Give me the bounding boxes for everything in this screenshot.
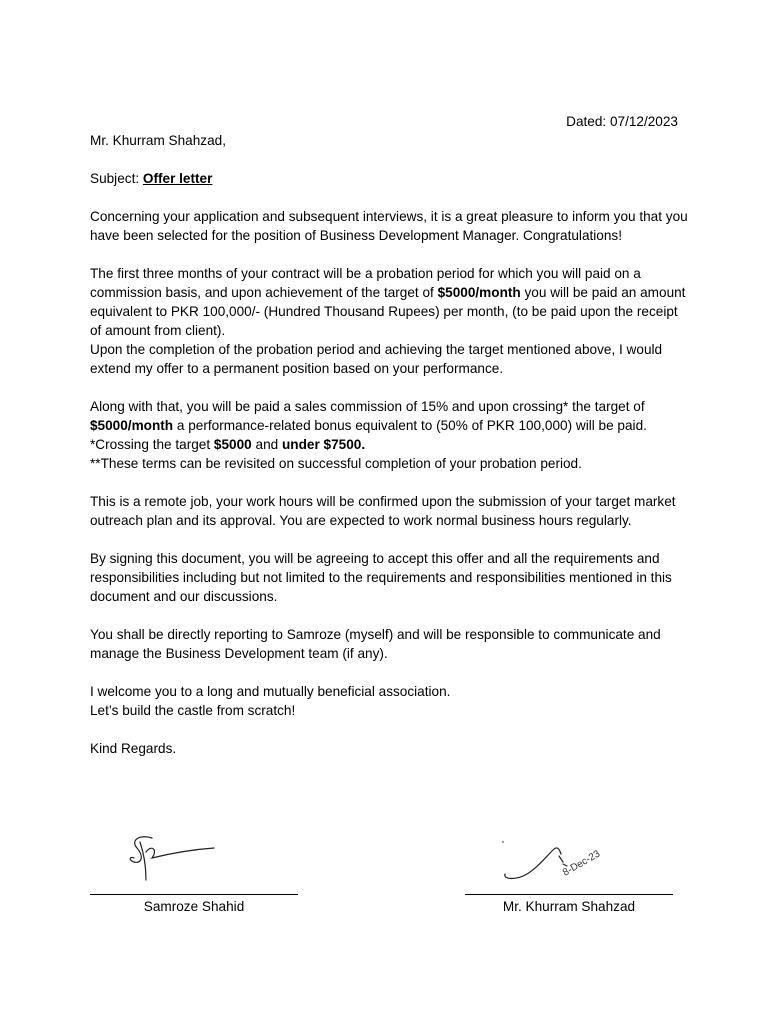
commission-text-a: Along with that, you will be paid a sales commission of 15% and upon crossing* the target of <box>90 399 645 414</box>
probation-target: $5000/month <box>437 285 521 300</box>
commission-target: $5000/month <box>90 418 174 433</box>
signature-image-right <box>465 828 673 894</box>
welcome-line: I welcome you to a long and mutually beneficial association. <box>90 684 451 699</box>
paragraph-intro: Concerning your application and subsequent interviews, it is a great pleasure to inform you that you have been selected for the position of Business Development Manager. Congratulations! <box>90 209 688 243</box>
paragraph-probation <box>90 264 690 340</box>
signatory-name-left: Samroze Shahid <box>143 899 245 914</box>
castle-line: Let’s build the castle from scratch! <box>90 703 296 718</box>
letter-date: Dated: 07/12/2023 <box>566 114 678 129</box>
crossing-text: *Crossing the target <box>90 437 211 452</box>
crossing-and: and <box>255 437 279 452</box>
paragraph-signing: By signing this document, you will be agreeing to accept this offer and all the requirements and responsibilities including but not limited to the requirements and responsibilities mentioned in this document and our discussions. <box>90 551 672 604</box>
paragraph-commission <box>90 397 690 435</box>
crossing-note <box>90 435 690 454</box>
signature-image-left <box>90 828 298 894</box>
commission-text-c: a performance-related bonus equivalent to (50% of PKR 100,000) will be paid. <box>176 418 647 433</box>
signature-line-right <box>465 894 673 895</box>
paragraph-reporting: You shall be directly reporting to Samroze (myself) and will be responsible to communicate and manage the Business Development team (if any). <box>90 627 661 661</box>
probation-text-a: The first three months of your contract will be a probation period for which you will paid on a commission basis, and upon achievement of the target of <box>90 266 641 300</box>
probation-text-c: you will be paid an amount equivalent to PKR 100,000/- (Hundred Thousand Rupees) per month, (to be paid upon the receipt of amount from client). <box>90 285 686 338</box>
paragraph-remote: This is a remote job, your work hours will be confirmed upon the submission of your target market outreach plan and its approval. You are expected to work normal business hours regularly. <box>90 494 676 528</box>
subject-value: Offer letter <box>142 171 213 186</box>
crossing-amount: $5000 <box>213 437 252 452</box>
paragraph-permanent: Upon the completion of the probation period and achieving the target mentioned above, I would extend my offer to a permanent position based on your performance. <box>90 342 663 376</box>
letter-body <box>90 131 690 758</box>
recipient-line: Mr. Khurram Shahzad, <box>90 133 226 148</box>
subject-label: Subject: <box>90 171 140 186</box>
signature-block-left <box>90 828 298 916</box>
handwritten-date: 8-Dec-23 <box>561 848 603 879</box>
signatory-name-right: Mr. Khurram Shahzad <box>502 899 636 914</box>
subject-line <box>90 169 690 188</box>
signature-line-left <box>90 894 298 895</box>
signature-scribble-right <box>465 828 673 894</box>
closing-line: Kind Regards. <box>90 741 177 756</box>
signature-scribble-left <box>90 828 298 894</box>
crossing-upper: under $7500. <box>281 437 366 452</box>
signature-block-right <box>465 828 673 916</box>
terms-note: **These terms can be revisited on successful completion of your probation period. <box>90 456 582 471</box>
